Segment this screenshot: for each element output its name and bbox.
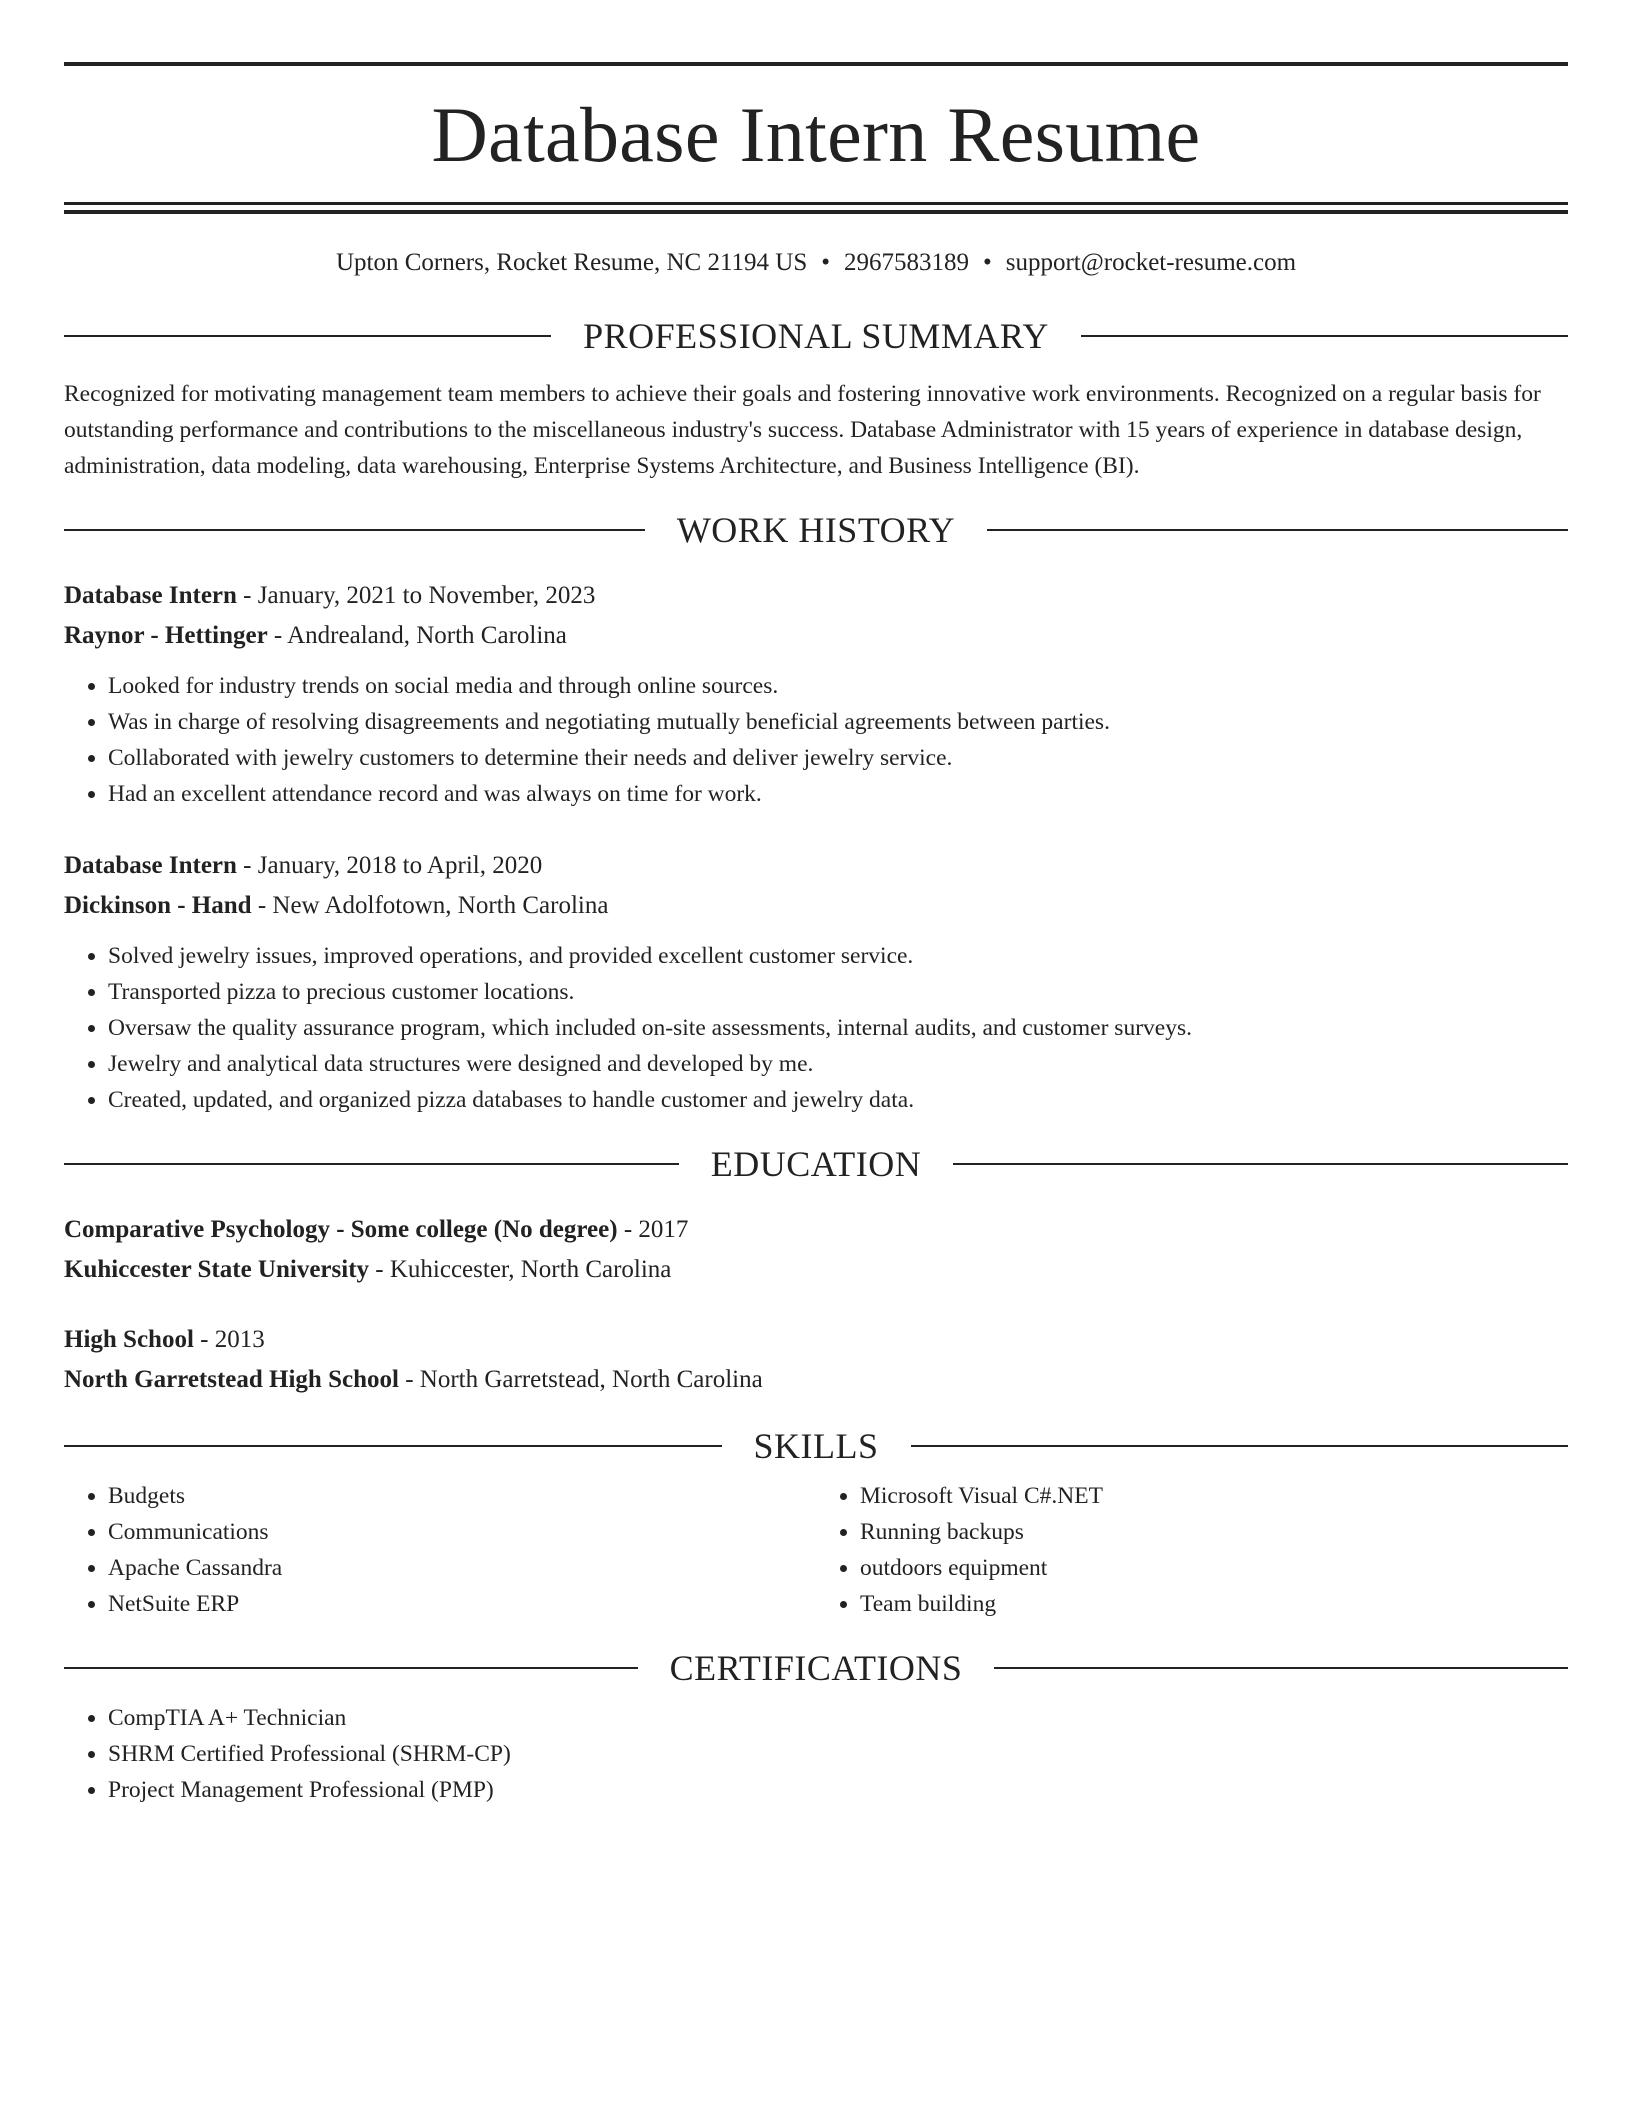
skills-list-left	[64, 1478, 816, 1622]
summary-paragraph: Recognized for motivating management team members to achieve their goals and fostering innovative work environments. Recognized on a regular basis for outstanding performance and contributions to the miscellaneous industry's success. Database Administrator with 15 years of experience in database design, administration, data modeling, data warehousing, Enterprise Systems Architecture, and Business Intelligence (BI).	[64, 381, 1541, 479]
contact-email: support@rocket-resume.com	[1005, 249, 1297, 276]
job-title: Database Intern	[64, 852, 237, 879]
list-item: • Created, updated, and organized pizza databases to handle customer and jewelry data.	[108, 1082, 1568, 1118]
list-item: • Oversaw the quality assurance program, which included on-site assessments, internal audits, and customer surveys.	[108, 1010, 1568, 1046]
job-title-line	[64, 576, 1568, 616]
top-rule	[64, 62, 1568, 66]
section-header-education	[64, 1146, 1568, 1182]
job-dates: - January, 2021 to November, 2023	[236, 582, 596, 609]
list-item: • Project Management Professional (PMP)	[108, 1772, 1568, 1808]
contact-phone: 2967583189	[843, 249, 969, 276]
job-entry	[64, 846, 1568, 1118]
list-item: • Running backups	[860, 1514, 1568, 1550]
section-title-summary: PROFESSIONAL SUMMARY	[583, 316, 1049, 356]
education-entry	[64, 1320, 1568, 1400]
job-company-line	[64, 886, 1568, 926]
section-rule	[64, 1445, 722, 1447]
section-title-certifications: CERTIFICATIONS	[669, 1648, 963, 1688]
education-degree-line	[64, 1210, 1568, 1250]
education-degree: Comparative Psychology - Some college (No degree)	[64, 1216, 618, 1243]
contact-separator: •	[821, 249, 830, 276]
education-school-line	[64, 1250, 1568, 1290]
list-item: • Team building	[860, 1586, 1568, 1622]
section-rule	[987, 529, 1568, 531]
list-item: • outdoors equipment	[860, 1550, 1568, 1586]
list-item: • Solved jewelry issues, improved operations, and provided excellent customer service.	[108, 938, 1568, 974]
section-header-work	[64, 512, 1568, 548]
section-title-work: WORK HISTORY	[676, 510, 956, 550]
education-school-line	[64, 1360, 1568, 1400]
list-item: • Collaborated with jewelry customers to determine their needs and deliver jewelry service.	[108, 740, 1568, 776]
job-bullets	[64, 668, 1568, 812]
section-rule	[994, 1667, 1568, 1669]
list-item: • Looked for industry trends on social media and through online sources.	[108, 668, 1568, 704]
education-year: - 2017	[617, 1216, 689, 1243]
list-item: • CompTIA A+ Technician	[108, 1700, 1568, 1736]
certifications-list	[64, 1700, 1568, 1808]
skills-list-right	[816, 1478, 1568, 1622]
list-item: • Transported pizza to precious customer locations.	[108, 974, 1568, 1010]
section-header-skills	[64, 1428, 1568, 1464]
section-rule	[64, 335, 551, 337]
job-entry	[64, 576, 1568, 812]
list-item: • NetSuite ERP	[108, 1586, 816, 1622]
education-degree-line	[64, 1320, 1568, 1360]
education-year: - 2013	[193, 1326, 265, 1353]
contact-separator: •	[982, 249, 992, 276]
list-item: • Communications	[108, 1514, 816, 1550]
list-item: • Was in charge of resolving disagreements and negotiating mutually beneficial agreements between parties.	[108, 704, 1568, 740]
section-title-skills: SKILLS	[753, 1426, 879, 1466]
section-rule	[953, 1163, 1568, 1165]
education-location: - Kuhiccester, North Carolina	[369, 1256, 672, 1283]
list-item: • Apache Cassandra	[108, 1550, 816, 1586]
education-entry	[64, 1210, 1568, 1290]
list-item: • Had an excellent attendance record and was always on time for work.	[108, 776, 1568, 812]
job-company: Raynor - Hettinger	[64, 622, 268, 649]
job-bullets	[64, 938, 1568, 1118]
job-company-line	[64, 616, 1568, 656]
list-item: • Microsoft Visual C#.NET	[860, 1478, 1568, 1514]
contact-line	[64, 248, 1568, 278]
section-rule	[911, 1445, 1569, 1447]
contact-address: Upton Corners, Rocket Resume, NC 21194 US	[335, 249, 808, 276]
resume-title: Database Intern Resume	[431, 91, 1201, 178]
section-rule	[64, 1667, 638, 1669]
job-location: - Andrealand, North Carolina	[267, 622, 567, 649]
education-school: Kuhiccester State University	[64, 1256, 370, 1283]
section-title-education: EDUCATION	[710, 1144, 922, 1184]
list-item: • Jewelry and analytical data structures were designed and developed by me.	[108, 1046, 1568, 1082]
education-degree: High School	[64, 1326, 194, 1353]
job-title-line	[64, 846, 1568, 886]
skills-grid	[64, 1478, 1568, 1622]
section-rule	[64, 1163, 679, 1165]
list-item: • Budgets	[108, 1478, 816, 1514]
job-company: Dickinson - Hand	[64, 892, 252, 919]
section-rule	[1081, 335, 1568, 337]
list-item: • SHRM Certified Professional (SHRM-CP)	[108, 1736, 1568, 1772]
job-location: - New Adolfotown, North Carolina	[251, 892, 609, 919]
section-rule	[64, 529, 645, 531]
title-double-rule	[64, 202, 1568, 214]
education-school: North Garretstead High School	[64, 1366, 399, 1393]
section-header-summary	[64, 318, 1568, 354]
job-dates: - January, 2018 to April, 2020	[236, 852, 543, 879]
section-header-certifications	[64, 1650, 1568, 1686]
job-title: Database Intern	[64, 582, 237, 609]
education-location: - North Garretstead, North Carolina	[398, 1366, 763, 1393]
